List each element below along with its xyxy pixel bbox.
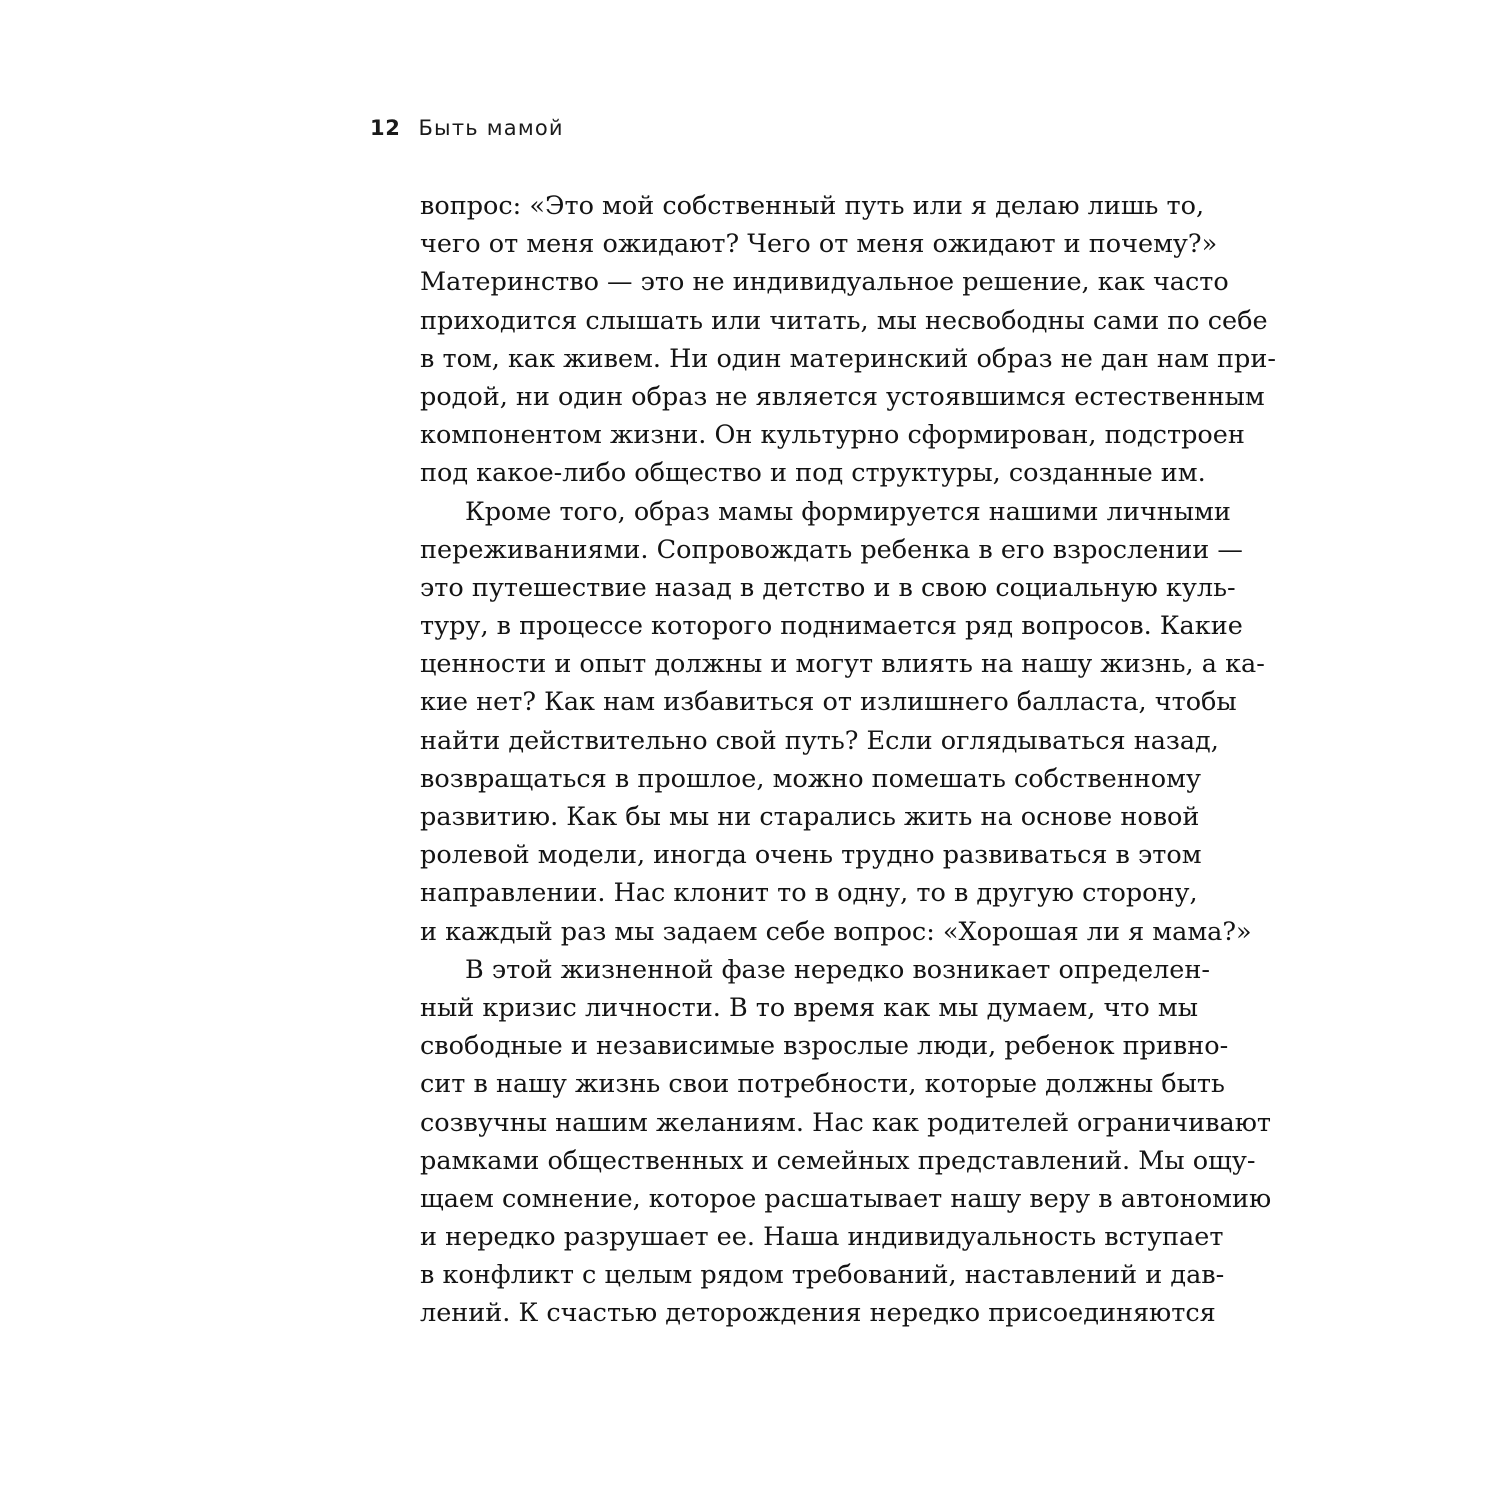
running-head [370, 116, 564, 148]
text-line: ный кризис личности. В то время как мы думаем, что мы [420, 992, 1198, 1023]
text-line: в том, как живем. Ни один материнский образ не дан нам при- [420, 343, 1276, 374]
text-line: родой, ни один образ не является устоявшимся естественным [420, 381, 1265, 412]
text-line: компонентом жизни. Он культурно сформирован, подстроен [420, 420, 1245, 451]
text-line: рамками общественных и семейных представлений. Мы ощу- [420, 1145, 1256, 1176]
text-line: это путешествие назад в детство и в свою социальную куль- [420, 572, 1236, 603]
body-text [420, 187, 1276, 1333]
text-line: найти действительно свой путь? Если оглядываться назад, [420, 725, 1219, 756]
text-line: возвращаться в прошлое, можно помешать собственному [420, 763, 1201, 794]
text-line: сит в нашу жизнь свои потребности, которые должны быть [420, 1069, 1225, 1100]
text-line: под какое-либо общество и под структуры, созданные им. [420, 458, 1206, 489]
text-line: и нередко разрушает ее. Наша индивидуальность вступает [420, 1222, 1224, 1253]
text-line: переживаниями. Сопровождать ребенка в его взрослении — [420, 534, 1243, 565]
text-line: вопрос: «Это мой собственный путь или я делаю лишь то, [420, 191, 1205, 221]
text-line: в конфликт с целым рядом требований, наставлений и дав- [420, 1260, 1225, 1291]
text-line: приходится слышать или читать, мы несвободны сами по себе [420, 305, 1268, 336]
text-line: кие нет? Как нам избавиться от излишнего балласта, чтобы [420, 687, 1237, 718]
text-line: свободные и независимые взрослые люди, ребенок привно- [420, 1031, 1229, 1062]
text-line: созвучны нашим желаниям. Нас как родителей ограничивают [420, 1107, 1272, 1138]
text-line: Кроме того, образ мамы формируется нашими личными [465, 496, 1231, 527]
text-line: ролевой модели, иногда очень трудно развиваться в этом [420, 840, 1202, 871]
text-line: Материнство — это не индивидуальное решение, как часто [420, 267, 1229, 298]
text-line: лений. К счастью деторождения нередко присоединяются [420, 1298, 1216, 1329]
book-title: Быть мамой [418, 116, 564, 140]
page-number: 12 [370, 116, 401, 140]
text-line: ценности и опыт должны и могут влиять на нашу жизнь, а ка- [420, 649, 1265, 680]
text-line: В этой жизненной фазе нередко возникает определен- [465, 954, 1210, 985]
text-line: чего от меня ожидают? Чего от меня ожидают и почему?» [420, 229, 1218, 260]
text-line: направлении. Нас клонит то в одну, то в другую сторону, [420, 878, 1198, 909]
text-line: и каждый раз мы задаем себе вопрос: «Хорошая ли я мама?» [420, 916, 1252, 947]
text-line: развитию. Как бы мы ни старались жить на основе новой [420, 802, 1200, 832]
text-line: туру, в процессе которого поднимается ряд вопросов. Какие [420, 611, 1243, 642]
text-line: щаем сомнение, которое расшатывает нашу веру в автономию [420, 1183, 1272, 1214]
